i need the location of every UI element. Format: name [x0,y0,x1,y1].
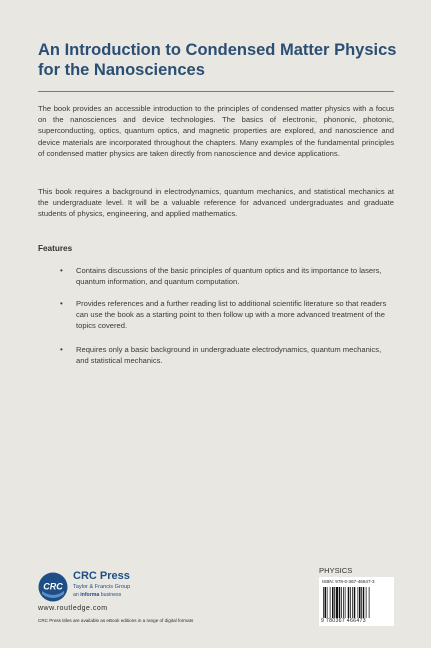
publisher-ebook-note: CRC Press titles are available as eBook editions in a range of digital formats [38,618,194,623]
feature-text: Provides references and a further reading list to additional scientific literature so that readers can use the book as a starting point to then follow up with a more advanced treatment of the topics covered. [76,299,387,330]
barcode-bar [345,587,346,618]
book-title-line-2: for the Nanosciences [38,61,205,79]
barcode-bar [359,587,361,618]
barcode-bar [354,587,356,618]
crc-press-logo [38,572,68,602]
barcode-bar [330,587,331,618]
barcode-bar [339,587,341,618]
barcode-bar [334,587,335,618]
book-title [38,40,398,80]
barcode-bar [327,587,328,618]
publisher-name: CRC Press [73,570,130,582]
barcode-bar [358,587,359,618]
publisher-informa-line [73,592,121,598]
publisher-url: www.routledge.com [38,605,108,612]
book-title-line-1: An Introduction to Condensed Matter Physics [38,41,397,59]
barcode-bar [325,587,327,618]
features-list [38,265,394,378]
isbn-label: ISBN: 978-0-367-46647-3 [322,579,375,584]
barcode-bar [361,587,362,618]
barcode-bar [352,587,353,618]
informa-suffix: business [99,592,122,598]
barcode-bar [343,587,344,618]
barcode-bar [341,587,342,618]
feature-item [38,265,394,298]
informa-brand: informa [80,592,100,598]
barcode-bar [369,587,370,618]
ean-digits: 9 780367 466473 [321,618,366,624]
barcode-bar [366,587,367,618]
bullet-icon: • [60,266,63,275]
barcode-bar [336,587,338,618]
barcode-bar [332,587,334,618]
feature-item [38,298,394,344]
logo-text: CRC [43,581,63,592]
barcode-panel [319,577,394,626]
feature-item [38,344,394,366]
barcode-bar [350,587,351,618]
bullet-icon: • [60,345,63,354]
barcode-graphic [322,587,391,618]
description-paragraph-2: This book requires a background in electrodynamics, quantum mechanics, and statistical mechanics at the undergraduate level. It will be a valuable reference for advanced undergraduates and graduate students of physics, engineering, and applied mathematics. [38,187,394,219]
barcode-bar [348,587,350,618]
bullet-icon: • [60,299,63,308]
subject-category: PHYSICS [319,566,353,575]
title-divider [38,91,394,92]
features-heading: Features [38,244,73,253]
barcode-bar [363,587,365,618]
description-paragraph-1: The book provides an accessible introduction to the principles of condensed matter physics with a focus on the nanosciences and device technologies. The basics of electronic, phononic, photonic, superconducting, optics, quantum optics, and magnetic properties are explored, and nanoscience and device materials are incorporated throughout the chapters. Many examples of the fundamental principles of condensed matter physics are taken directly from nanoscience and device applications. [38,104,394,158]
feature-text: Requires only a basic background in undergraduate electrodynamics, quantum mechanics, and statistical mechanics. [76,345,382,365]
publisher-group: Taylor & Francis Group [73,584,131,590]
barcode-bar [323,587,324,618]
feature-text: Contains discussions of the basic principles of quantum optics and its importance to lasers, quantum information, and quantum computation. [76,266,382,286]
informa-prefix: an [73,592,81,598]
